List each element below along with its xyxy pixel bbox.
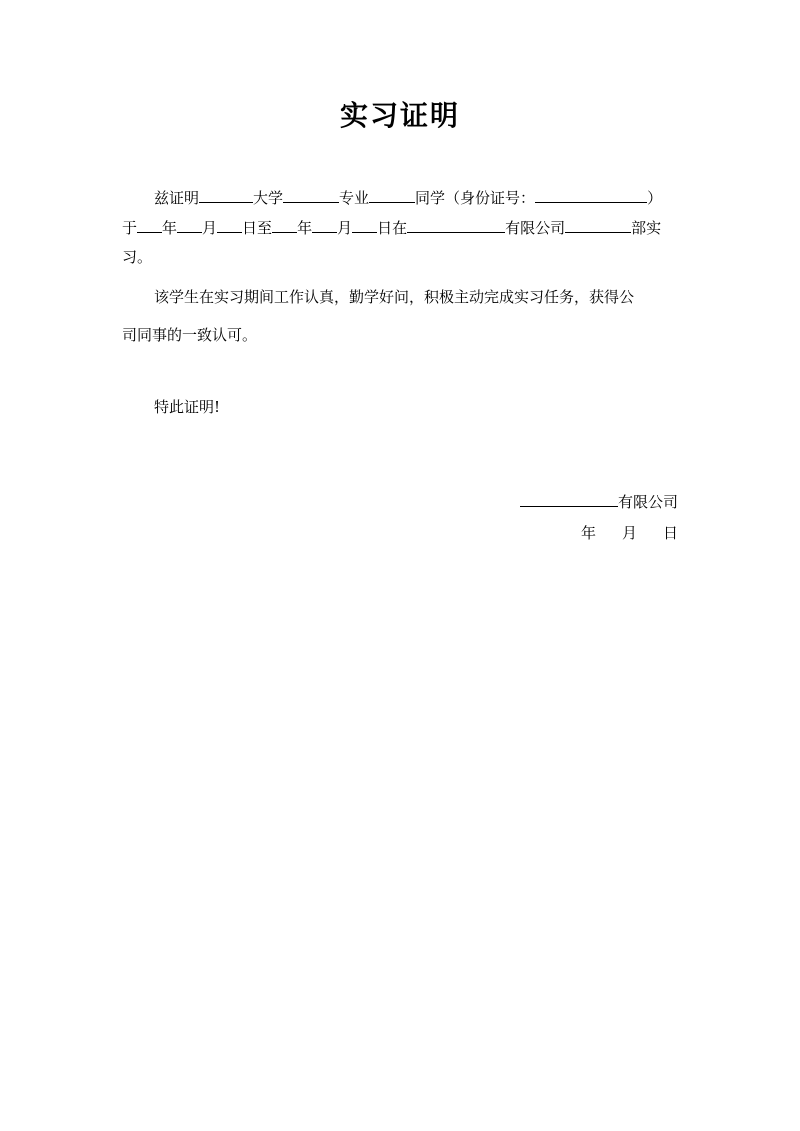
blank-signature-company (520, 490, 618, 507)
blank-end-year (272, 216, 297, 233)
blank-company (407, 216, 505, 233)
text-day-to: 日至 (242, 219, 273, 237)
text-company: 有限公司 (505, 219, 566, 237)
page-title: 实习证明 (339, 99, 460, 132)
blank-start-year (137, 216, 162, 233)
text-day-at: 日在 (377, 219, 408, 237)
para1-line3 (122, 246, 682, 268)
para1-line2 (122, 216, 682, 239)
para1-line1 (122, 186, 714, 209)
text-sign-day: 日 (662, 524, 678, 542)
text-paren-close: ） (647, 189, 663, 207)
text-year: 年 (162, 219, 178, 237)
blank-university (283, 186, 339, 203)
signature-date (581, 522, 678, 544)
blank-start-month (177, 216, 202, 233)
text-from: 于 (122, 219, 138, 237)
text-month-2: 月 (337, 219, 353, 237)
text-university: 大学 (253, 189, 284, 207)
blank-id-number (535, 186, 647, 203)
text-sign-year: 年 (580, 524, 596, 542)
para2-line1: 该学生在实习期间工作认真，勤学好问，积极主动完成实习任务，获得公 (154, 288, 635, 306)
text-internship-end: 习。 (122, 248, 153, 266)
text-id-label: 同学（身份证号： (415, 189, 536, 207)
blank-major (369, 186, 415, 203)
text-year-2: 年 (297, 219, 313, 237)
para2-line2: 司同事的一致认可。 (122, 326, 258, 344)
blank-end-month (312, 216, 337, 233)
text-month: 月 (202, 219, 218, 237)
text-signature-company: 有限公司 (617, 493, 678, 511)
text-department: 部实 (631, 219, 662, 237)
text-major: 专业 (339, 189, 370, 207)
blank-department (565, 216, 631, 233)
signature-company (520, 490, 678, 513)
blank-start-day (217, 216, 242, 233)
text-sign-month: 月 (621, 524, 637, 542)
blank-name (199, 186, 253, 203)
text-zizhengming: 兹证明 (154, 189, 200, 207)
closing-text: 特此证明! (154, 398, 221, 416)
blank-end-day (352, 216, 377, 233)
